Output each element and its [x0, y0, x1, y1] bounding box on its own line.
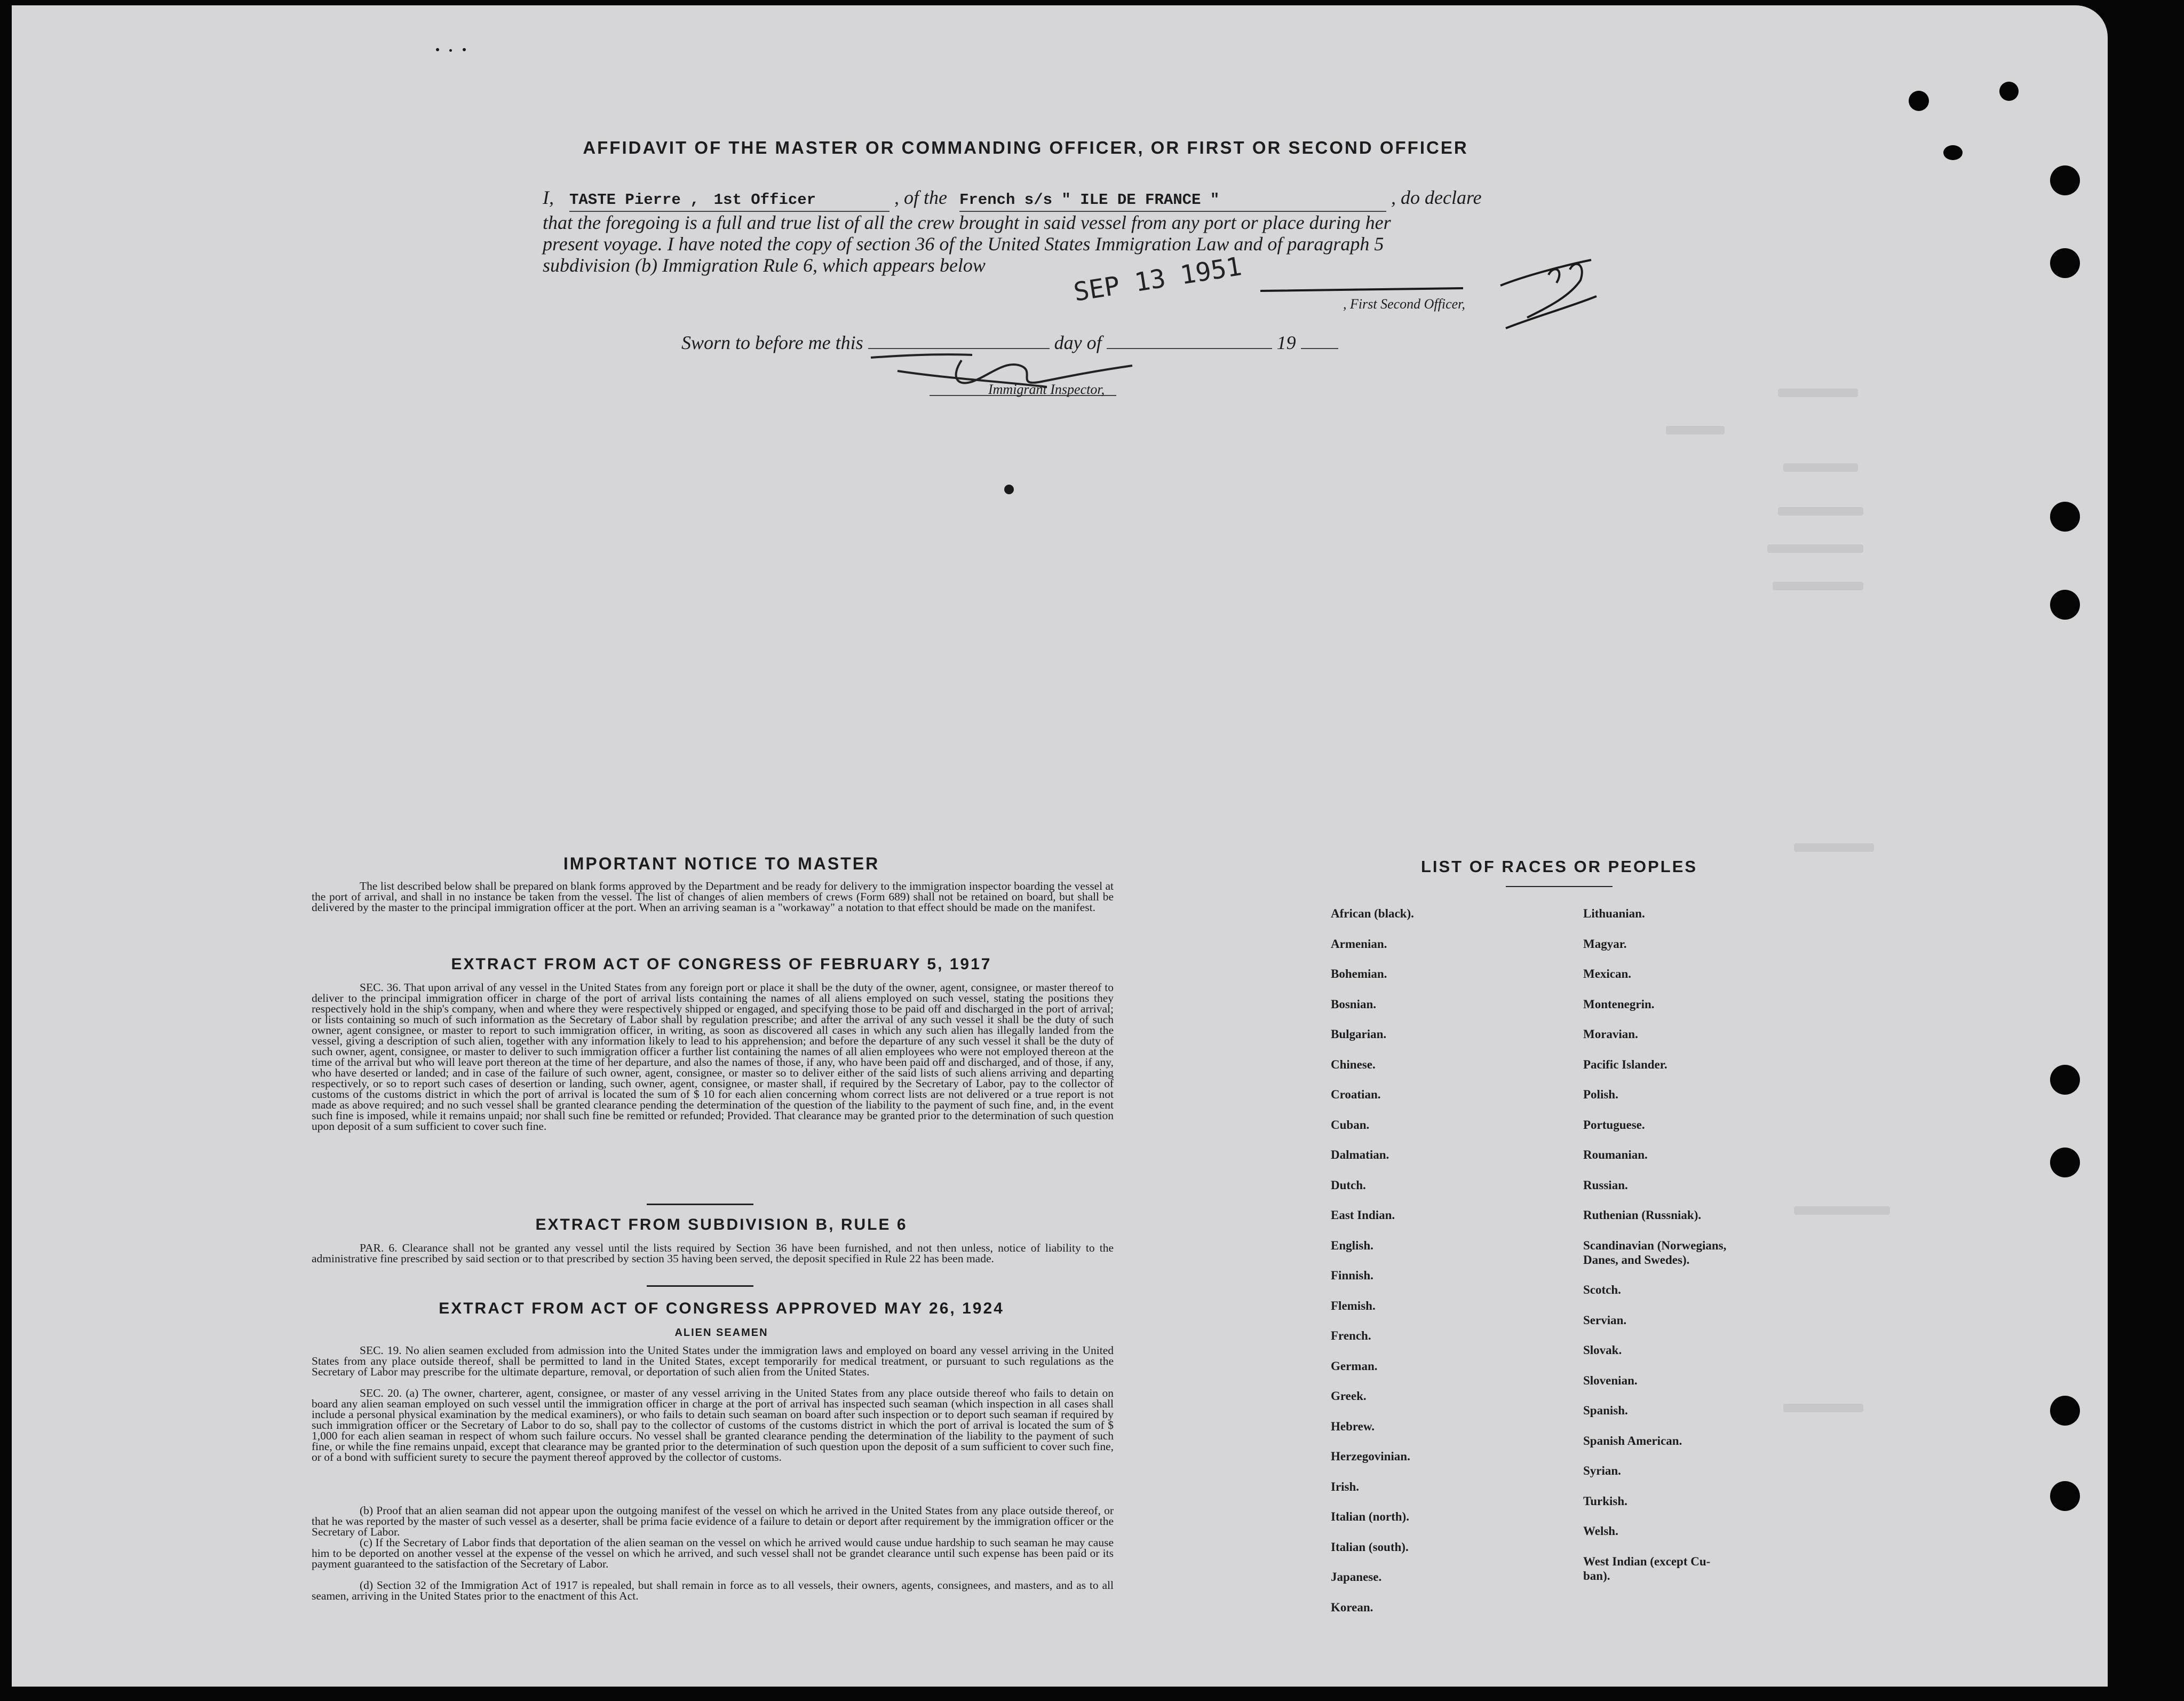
race-item: Mexican. — [1583, 967, 1632, 980]
officer-rank: 1st Officer — [713, 191, 816, 209]
race-item: Dalmatian. — [1331, 1148, 1389, 1161]
section-divider — [647, 1204, 753, 1205]
sworn-prefix: Sworn to before me this — [681, 332, 863, 353]
extract-1924-title: EXTRACT FROM ACT OF CONGRESS APPROVED MAY 26, 1924 — [439, 1300, 1004, 1317]
bleed-through-mark — [1794, 843, 1874, 852]
document-page — [12, 5, 2108, 1687]
extract-1924-sec20c: (c) If the Secretary of Labor finds that deportation of the alien seaman on the vessel on which he arrived would cause undue hardship to such seaman he may cause him to be deported on another vessel at the expense of the vessel on which he arrived, and such vessel shall not be grandet clearance until such expense has been paid or its payment guaranteed to the satisfaction of the Secretary of Labor. — [312, 1536, 1114, 1570]
race-item: Irish. — [1331, 1480, 1360, 1493]
bleed-through-mark — [1778, 507, 1863, 516]
binder-hole — [2050, 590, 2080, 620]
race-item: German. — [1331, 1359, 1378, 1373]
race-item: African (black). — [1331, 907, 1414, 920]
bleed-through-mark — [1666, 426, 1725, 434]
binder-hole — [1943, 145, 1963, 160]
do-declare-label: , do declare — [1391, 187, 1482, 208]
race-item: English. — [1331, 1238, 1373, 1252]
race-item: Slovak. — [1583, 1343, 1622, 1357]
race-item: Montenegrin. — [1583, 997, 1655, 1011]
races-title-underline — [1506, 886, 1613, 887]
race-item: Greek. — [1331, 1389, 1367, 1403]
affidavit-line-4: subdivision (b) Immigration Rule 6, which appears below — [543, 255, 986, 276]
race-item: Finnish. — [1331, 1269, 1373, 1282]
ink-speck — [463, 48, 466, 51]
race-item: Welsh. — [1583, 1524, 1618, 1538]
section-divider — [647, 1285, 753, 1287]
bleed-through-mark — [1783, 1404, 1863, 1412]
race-item: Polish. — [1583, 1088, 1618, 1101]
race-item: West Indian (except Cu- — [1583, 1554, 1711, 1568]
date-stamp: SEP 13 1951 — [1071, 251, 1244, 307]
binder-hole — [2050, 248, 2080, 278]
race-item: Servian. — [1583, 1313, 1627, 1327]
ink-speck — [449, 49, 452, 52]
affidavit-line-2: that the foregoing is a full and true list of all the crew brought in said vessel from any port or place during her — [543, 212, 1391, 233]
of-the-label: , of the — [894, 187, 947, 208]
race-item: Danes, and Swedes). — [1583, 1253, 1690, 1267]
race-item: Armenian. — [1331, 937, 1387, 951]
race-item: Syrian. — [1583, 1464, 1621, 1477]
binder-hole — [1999, 82, 2019, 101]
race-item: Hebrew. — [1331, 1419, 1375, 1433]
notice-title: IMPORTANT NOTICE TO MASTER — [563, 854, 880, 873]
extract-1924-sec20d: (d) Section 32 of the Immigration Act of 1917 is repealed, but shall remain in force as to all vessels, their owners, agents, consignees, and masters, and as to all seamen, arriving in the United States prior to the enactment of this Act. — [312, 1579, 1114, 1602]
race-item: French. — [1331, 1329, 1371, 1342]
race-item: Cuban. — [1331, 1118, 1370, 1132]
ink-speck — [436, 48, 439, 51]
binder-hole — [2050, 1065, 2080, 1095]
bleed-through-mark — [1767, 544, 1863, 553]
race-item: Italian (north). — [1331, 1510, 1409, 1523]
extract-1924-sec20a: SEC. 20. (a) The owner, charterer, agent, consignee, or master of any vessel arriving in the United States from any place outside thereof who fails to detain on board any alien seaman employed on such vessel until the immigration officer in charge at the port of arrival has inspected such seaman (which inspection in all cases shall include a personal physical examination by the medical examiners), or who fails to detain such seaman on board after such inspection or to deport such seaman if required by such immigration officer or the Secretary of Labor to do so, shall pay to the collector of customs of the customs district in which the port of arrival is located the sum of $ 1,000 for each alien seaman in respect of whom such failure occurs. No vessel shall be granted clearance pending the determination of the liability to the payment of such fine, or while the fine remains unpaid, except that clearance may be granted prior to the determination of such question upon the deposit of a sum sufficient to cover such fine, or of a bond with sufficient surety to secure the payment thereof approved by the collector of customs. — [312, 1387, 1114, 1463]
binder-hole — [2050, 1481, 2080, 1511]
race-item: Chinese. — [1331, 1057, 1376, 1071]
race-item: Roumanian. — [1583, 1148, 1648, 1161]
extract-1917-body: SEC. 36. That upon arrival of any vessel in the United States from any foreign port or place it shall be the duty of the owner, agent, consignee, or master thereof to deliver to the principal immigration officer in charge of the port of arrival lists containing the names of all aliens employed on such vessel, stating the positions they respectively hold in the ship's company, when and where they were respectively shipped or engaged, and specifying those to be paid off and discharged in the port of arrival; or lists containing so much of such information as the Secretary of Labor shall by regulation prescribe; and after the arrival of any such vessel it shall be the duty of such owner, agent consignee, or master to report to such immigration officer, in writing, as soon as discovered all cases in which any such alien has illegally landed from the vessel, giving a description of such alien, together with any information likely to lead to his apprehension; and before the departure of any such vessel it shall be the duty of such owner, agent, consignee, or master to deliver to such immigration officer a further list containing the names of all alien employees who were not employed thereon at the time of the arrival but who will leave port thereon at the time of her departure, and also the names of those, if any, who have been paid off and discharged, and of those, if any, who have deserted or landed; and in case of the failure of such owner, agent, consignee, or master so to deliver either of the said lists of such aliens arriving and departing respectively, or so to report such cases of desertion or landing, such owner, agent, consignee, or master shall, if required by the Secretary of Labor, pay to the collector of customs of the customs district in which the port of arrival is located the sum of $ 10 for each alien concerning whom correct lists are not delivered or a true report is not made as above required; and no such vessel shall be granted clearance pending the determination of the question of the liability to the payment of such fine, and, in the event such fine is imposed, while it remains unpaid; nor shall such fine be remitted or refunded; Provided. That clearance may be granted prior to the determination of such question upon deposit of a sum sufficient to cover such fine. — [312, 981, 1114, 1133]
race-item: Magyar. — [1583, 937, 1627, 951]
race-item: Spanish. — [1583, 1404, 1628, 1417]
race-item: Pacific Islander. — [1583, 1057, 1667, 1071]
affidavit-title: AFFIDAVIT OF THE MASTER OR COMMANDING OFFICER, OR FIRST OR SECOND OFFICER — [583, 138, 1468, 157]
bleed-through-mark — [1783, 463, 1858, 472]
race-item: Bosnian. — [1331, 997, 1377, 1011]
extract-1917-title: EXTRACT FROM ACT OF CONGRESS OF FEBRUARY 5, 1917 — [451, 955, 992, 973]
bleed-through-mark — [1773, 582, 1863, 590]
race-item: Moravian. — [1583, 1027, 1638, 1041]
binder-hole — [2050, 1396, 2080, 1426]
year-prefix: 19 — [1276, 332, 1296, 353]
vessel-name: French s/s " ILE DE FRANCE " — [959, 191, 1220, 209]
race-item: Scotch. — [1583, 1283, 1621, 1296]
extract-rule6-body: PAR. 6. Clearance shall not be granted any vessel until the lists required by Section 36 have been furnished, and not then unless, notice of liability to the administrative fine prescribed by said section or to that prescribed by section 35 having been served, the deposit specified in Rule 22 has been made. — [312, 1241, 1114, 1265]
binder-hole — [1909, 91, 1929, 111]
extract-1924-subtitle: ALIEN SEAMEN — [674, 1327, 768, 1339]
officer-signature-caption: , First Second Officer, — [1343, 296, 1465, 312]
binder-hole — [2050, 165, 2080, 195]
race-item: Bohemian. — [1331, 967, 1387, 980]
race-item: Dutch. — [1331, 1178, 1366, 1192]
race-item: Scandinavian (Norwegians, — [1583, 1238, 1727, 1252]
race-item: Herzegovinian. — [1331, 1450, 1410, 1463]
race-item: ban). — [1583, 1569, 1610, 1583]
ink-speck — [1004, 485, 1014, 494]
race-item: Japanese. — [1331, 1570, 1382, 1584]
race-item: Slovenian. — [1583, 1373, 1638, 1387]
race-item: Flemish. — [1331, 1299, 1376, 1312]
race-item: Russian. — [1583, 1178, 1628, 1192]
affidavit-i: I, — [543, 187, 554, 208]
race-item: Croatian. — [1331, 1088, 1381, 1101]
race-item: Korean. — [1331, 1600, 1373, 1614]
race-item: Italian (south). — [1331, 1540, 1409, 1554]
day-of-label: day of — [1054, 332, 1102, 353]
extract-1924-sec20b: (b) Proof that an alien seaman did not appear upon the outgoing manifest of the vessel on which he arrived in the United States from any place outside thereof, or that he was reported by the master of such vessel as a deserter, shall be prima facie evidence of a failure to detain or deport after requirement by the immigration officer or the Secretary of Labor. — [312, 1504, 1114, 1538]
binder-hole — [2050, 502, 2080, 532]
notice-body: The list described below shall be prepared on blank forms approved by the Department and be ready for delivery to the immigration inspector boarding the vessel at the port of arrival, and shall in no instance be taken from the vessel. The list of changes of alien members of crews (Form 689) shall not be retained on board, but shall be delivered by the master to the principal immigration officer at the port. When an arriving seaman is a "workaway" a notation to that effect should be made on the manifest. — [312, 880, 1114, 914]
affidavit-declaration-line — [543, 187, 1546, 212]
race-item: Ruthenian (Russniak). — [1583, 1208, 1702, 1222]
bleed-through-mark — [1778, 389, 1858, 397]
race-item: Spanish American. — [1583, 1434, 1682, 1447]
inspector-caption: Immigrant Inspector, — [988, 382, 1105, 397]
sworn-year-field[interactable] — [1301, 348, 1338, 349]
extract-rule6-title: EXTRACT FROM SUBDIVISION B, RULE 6 — [535, 1216, 908, 1233]
binder-hole — [2050, 1148, 2080, 1177]
bleed-through-mark — [1794, 1206, 1890, 1215]
extract-1924-sec19: SEC. 19. No alien seamen excluded from admission into the United States under the immigration laws and employed on board any vessel arriving in the United States from any place outside thereof, shall be permitted to land in the United States, except temporarily for medical treatment, or pursuant to such regulations as the Secretary of Labor may prescribe for the ultimate departure, removal, or deportation of such alien from the United States. — [312, 1344, 1114, 1378]
race-item: Portuguese. — [1583, 1118, 1645, 1132]
affidavit-line-3: present voyage. I have noted the copy of section 36 of the United States Immigration Law and of paragraph 5 — [543, 233, 1384, 255]
officer-field — [569, 187, 890, 212]
race-item: Lithuanian. — [1583, 907, 1645, 920]
officer-name: TASTE Pierre , — [569, 191, 700, 209]
race-item: East Indian. — [1331, 1208, 1395, 1222]
vessel-field — [959, 187, 1386, 212]
race-item: Turkish. — [1583, 1494, 1627, 1508]
races-title: LIST OF RACES OR PEOPLES — [1420, 857, 1698, 876]
race-item: Bulgarian. — [1331, 1027, 1387, 1041]
